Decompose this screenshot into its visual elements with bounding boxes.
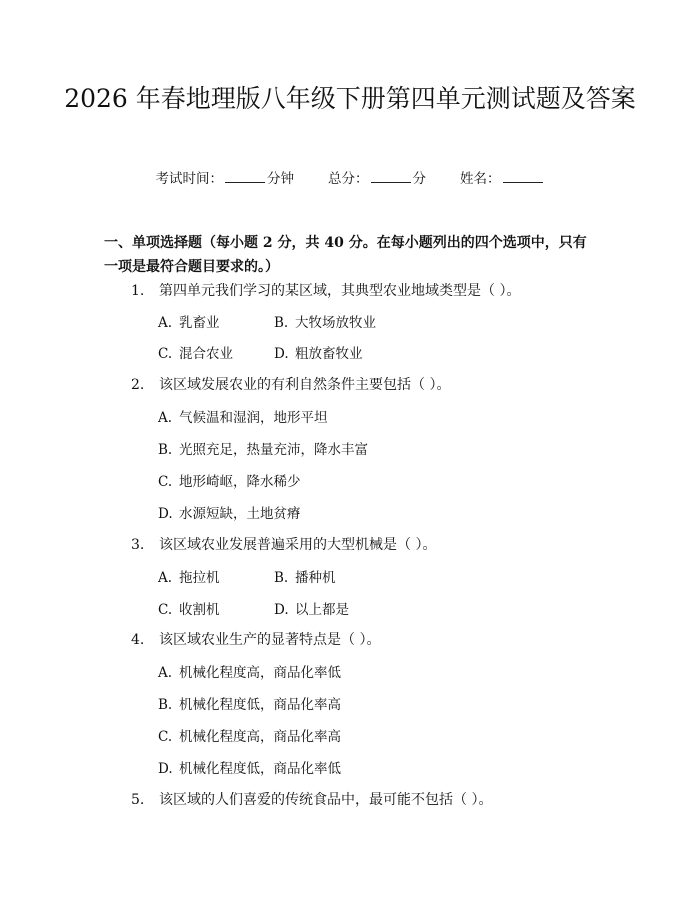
option-2c: C. 地形崎岖，降水稀少 bbox=[158, 474, 301, 490]
option-2a: A. 气候温和湿润，地形平坦 bbox=[158, 410, 328, 426]
option-3d: D. 以上都是 bbox=[274, 602, 349, 618]
score-blank bbox=[371, 168, 411, 183]
question-2 bbox=[131, 375, 450, 395]
option-3c: C. 收割机 bbox=[158, 602, 220, 618]
page-title: 2026 年春地理版八年级下册第四单元测试题及答案 bbox=[64, 84, 636, 113]
question-5 bbox=[131, 790, 492, 810]
question-text: 第四单元我们学习的某区域，其典型农业地域类型是（ ）。 bbox=[159, 283, 521, 299]
option-2d: D. 水源短缺，土地贫瘠 bbox=[158, 506, 301, 522]
time-label: 考试时间： bbox=[155, 171, 223, 187]
option-3b: B. 播种机 bbox=[274, 570, 336, 586]
question-text: 该区域发展农业的有利自然条件主要包括（ ）。 bbox=[159, 377, 451, 393]
question-number: 4. bbox=[131, 632, 145, 648]
question-1 bbox=[131, 281, 520, 301]
time-unit: 分钟 bbox=[267, 171, 294, 187]
question-3 bbox=[131, 535, 436, 555]
time-blank bbox=[225, 168, 265, 183]
option-3a: A. 拖拉机 bbox=[158, 570, 220, 586]
option-1b: B. 大牧场放牧业 bbox=[274, 315, 376, 331]
option-4a: A. 机械化程度高，商品化率低 bbox=[158, 665, 341, 681]
question-4 bbox=[131, 630, 380, 650]
question-number: 1. bbox=[131, 283, 145, 299]
option-1c: C. 混合农业 bbox=[158, 346, 233, 362]
question-number: 5. bbox=[131, 792, 145, 808]
question-text: 该区域的人们喜爱的传统食品中，最可能不包括（ ）。 bbox=[159, 792, 493, 808]
question-number: 3. bbox=[131, 537, 145, 553]
score-label: 总分： bbox=[328, 171, 369, 187]
section-header: 一、单项选择题（每小题 2 分，共 40 分。在每小题列出的四个选项中，只有一项是最符合题目要求的。） bbox=[104, 235, 587, 275]
option-4d: D. 机械化程度低，商品化率低 bbox=[158, 761, 341, 777]
score-unit: 分 bbox=[412, 171, 426, 187]
question-number: 2. bbox=[131, 377, 145, 393]
option-1a: A. 乳畜业 bbox=[158, 315, 220, 331]
question-text: 该区域农业发展普遍采用的大型机械是（ ）。 bbox=[159, 537, 437, 553]
option-1d: D. 粗放畜牧业 bbox=[274, 346, 363, 362]
exam-info-line bbox=[0, 168, 700, 189]
option-4b: B. 机械化程度低，商品化率高 bbox=[158, 697, 341, 713]
name-blank bbox=[503, 168, 543, 183]
name-label: 姓名： bbox=[460, 171, 501, 187]
option-4c: C. 机械化程度高，商品化率高 bbox=[158, 729, 341, 745]
question-text: 该区域农业生产的显著特点是（ ）。 bbox=[159, 632, 381, 648]
option-2b: B. 光照充足，热量充沛，降水丰富 bbox=[158, 442, 368, 458]
